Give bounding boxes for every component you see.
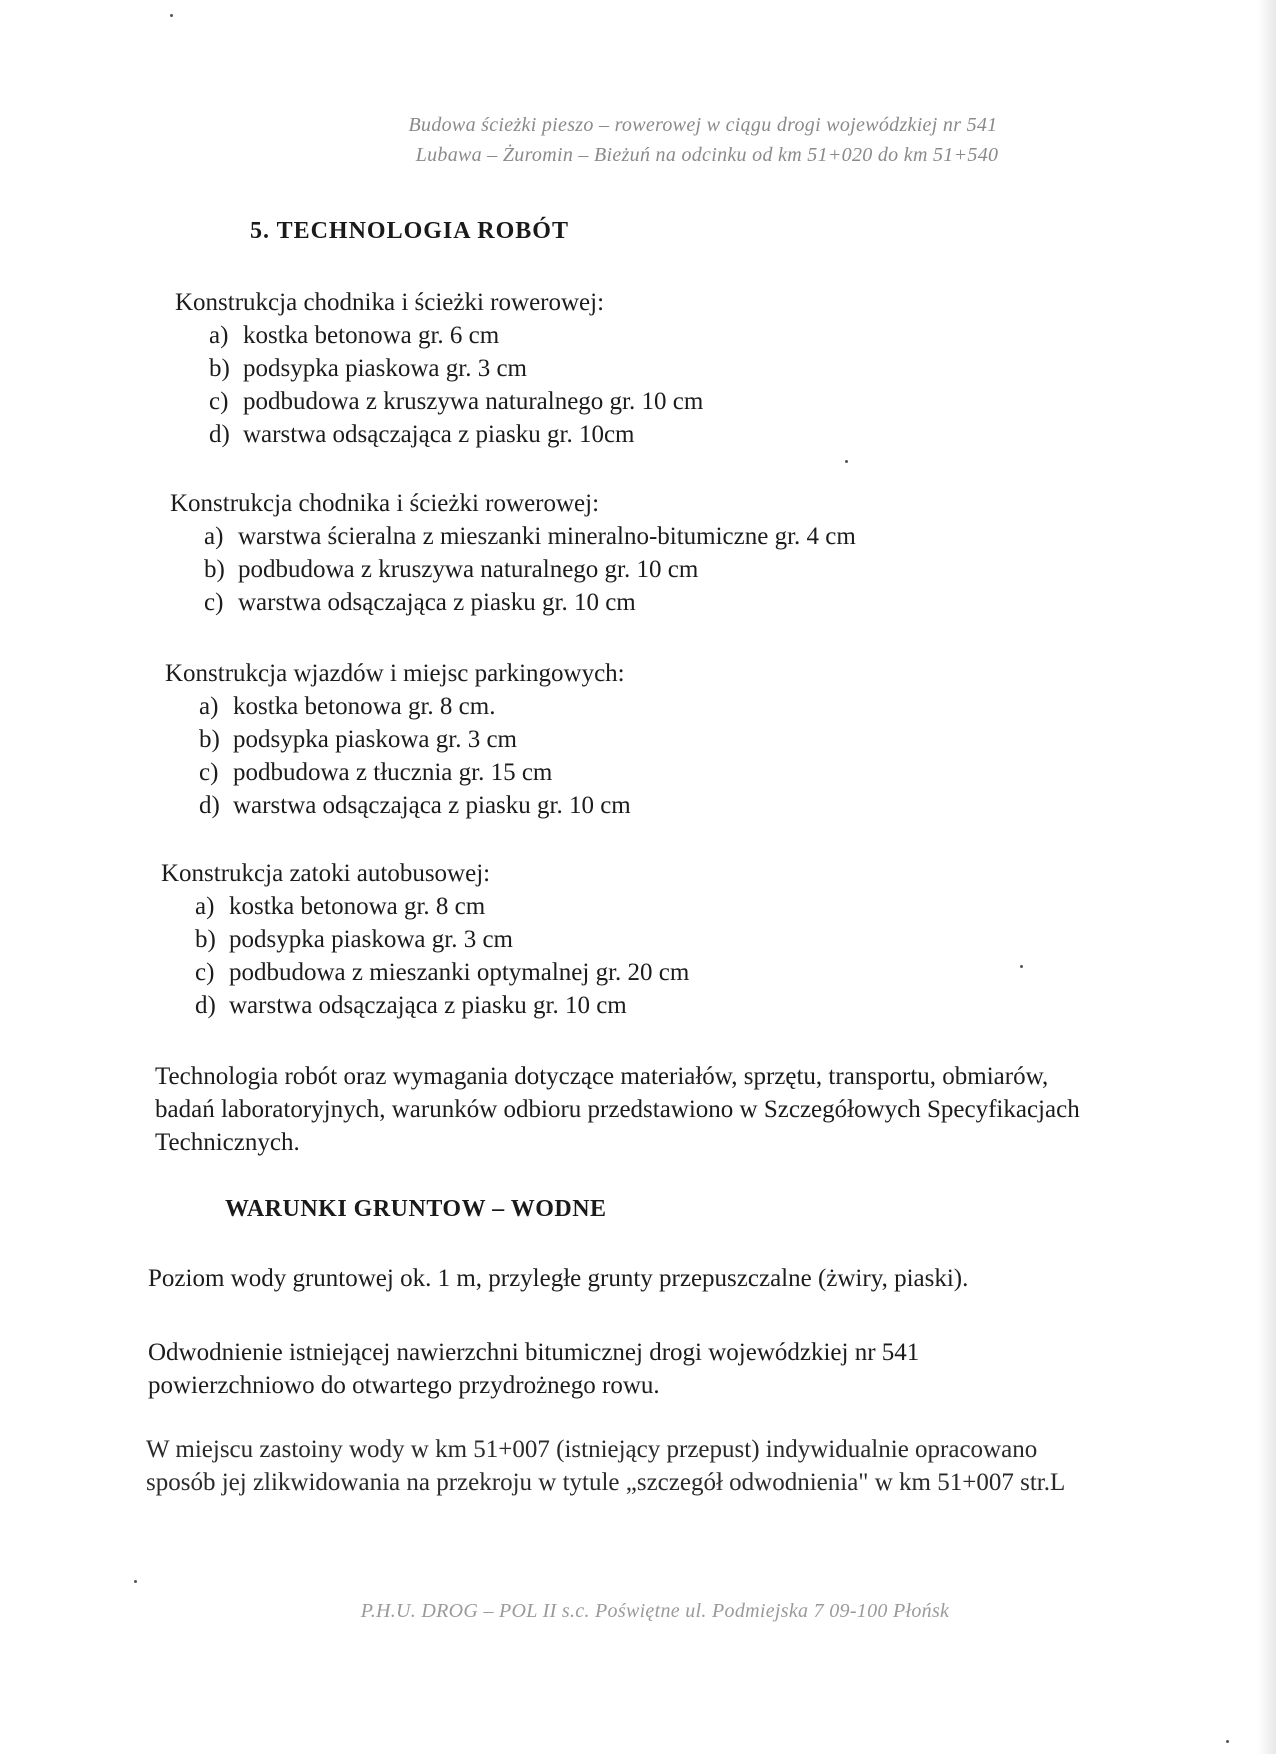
list-item: d) warstwa odsączająca z piasku gr. 10cm: [209, 421, 635, 448]
group-title: Konstrukcja chodnika i ścieżki rowerowej:: [170, 490, 600, 517]
groundwater-paragraph: Poziom wody gruntowej ok. 1 m, przyległe grunty przepuszczalne (żwiry, piaski).: [148, 1265, 969, 1292]
list-item: c) podbudowa z tłucznia gr. 15 cm: [199, 759, 553, 786]
scan-speck: [845, 460, 848, 463]
scan-speck: [1226, 1740, 1229, 1743]
list-item: d) warstwa odsączająca z piasku gr. 10 cm: [195, 992, 627, 1019]
page-footer: P.H.U. DROG – POL II s.c. Poświętne ul. Podmiejska 7 09-100 Płońsk: [360, 1600, 950, 1622]
stagnant-water-paragraph: W miejscu zastoiny wody w km 51+007 (istniejący przepust) indywidualnie opracowano sposób jej zlikwidowania na przekroju w tytule „szczegół odwodnienia" w km 51+007 str.L: [146, 1436, 1066, 1496]
group-title: Konstrukcja chodnika i ścieżki rowerowej:: [175, 289, 605, 316]
layer-list: [175, 319, 703, 451]
technology-paragraph: Technologia robót oraz wymagania dotyczące materiałów, sprzętu, transportu, obmiarów, badań laboratoryjnych, warunków odbioru przedstawiono w Szczegółowych Specyfikacjach Technicznych.: [155, 1063, 1080, 1156]
group-title: Konstrukcja zatoki autobusowej:: [161, 860, 491, 887]
list-item: a) kostka betonowa gr. 8 cm: [195, 893, 486, 920]
list-item: d) warstwa odsączająca z piasku gr. 10 cm: [199, 792, 631, 819]
scan-speck: [1020, 965, 1023, 968]
layer-list: [170, 520, 856, 619]
construction-group-driveways: [165, 657, 631, 822]
scan-speck: [134, 1580, 137, 1583]
group-title: Konstrukcja wjazdów i miejsc parkingowych:: [165, 660, 625, 687]
layer-list: [165, 690, 631, 822]
list-item: c) warstwa odsączająca z piasku gr. 10 cm: [204, 589, 636, 616]
construction-group-sidewalk-paving: [175, 286, 703, 451]
list-item: a) kostka betonowa gr. 8 cm.: [199, 693, 496, 720]
list-item: c) podbudowa z mieszanki optymalnej gr. 20 cm: [195, 959, 690, 986]
list-item: b) podsypka piaskowa gr. 3 cm: [209, 355, 527, 382]
construction-group-bus-bay: [161, 857, 689, 1022]
subsection-title: WARUNKI GRUNTOW – WODNE: [225, 1196, 607, 1222]
section-title: 5. TECHNOLOGIA ROBÓT: [250, 218, 569, 244]
list-item: b) podsypka piaskowa gr. 3 cm: [199, 726, 517, 753]
scan-edge-shadow: [1258, 0, 1276, 1754]
list-item: b) podbudowa z kruszywa naturalnego gr. 10 cm: [204, 556, 699, 583]
list-item: a) warstwa ścieralna z mieszanki mineralno-bitumiczne gr. 4 cm: [204, 523, 856, 550]
drainage-paragraph: Odwodnienie istniejącej nawierzchni bitumicznej drogi wojewódzkiej nr 541 powierzchniowo do otwartego przydrożnego rowu.: [148, 1339, 920, 1399]
scan-speck: [170, 14, 173, 17]
layer-list: [161, 890, 689, 1022]
header-line-2: Lubawa – Żuromin – Bieżuń na odcinku od km 51+020 do km 51+540: [415, 144, 999, 166]
list-item: a) kostka betonowa gr. 6 cm: [209, 322, 500, 349]
header-line-1: Budowa ścieżki pieszo – rowerowej w ciągu drogi wojewódzkiej nr 541: [408, 114, 998, 136]
list-item: c) podbudowa z kruszywa naturalnego gr. 10 cm: [209, 388, 704, 415]
page-header: [0, 110, 1276, 170]
construction-group-sidewalk-asphalt: [170, 487, 856, 619]
list-item: b) podsypka piaskowa gr. 3 cm: [195, 926, 513, 953]
